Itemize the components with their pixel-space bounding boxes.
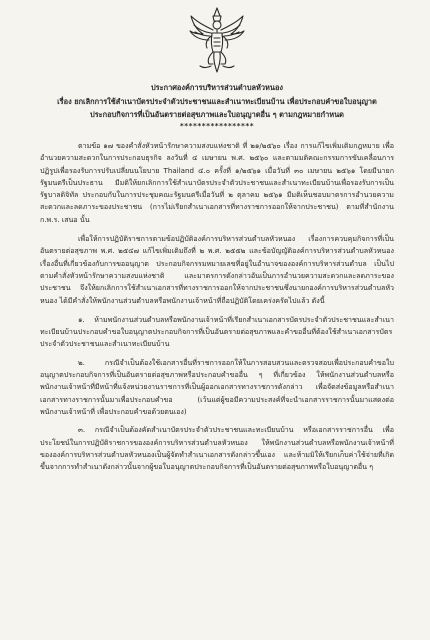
paragraph-rule-2: ๒. กรณีจำเป็นต้องใช้เอกสารอื่นที่ราชการออกให้ในการสอบสวนและตรวจสอบเพื่อประกอบคำขอใบอนุญาตประกอบกิจการที่เป็นอันตรายต่อสุขภาพหรือประกอบคำขออื่น ๆ ที่เกี่ยวข้อง ให้พนักงานส่วนตำบลหรือพนักงานเจ้าหน้าที่มีหน้าที่แจ้งหน่วยงานราชการที่เป็นผู้ออกเอกสารทางราชการดังกล่าว เพื่อจัดส่งข้อมูลหรือสำเนาเอกสารทางราชการนั้นมาเพื่อประกอบคำขอ (เว้นแต่ผู้ขอมีความประสงค์ที่จะนำเอกสารราชการนั้นมาแสดงต่อพนักงานเจ้าหน้าที่ เพื่อประกอบคำขอด้วยตนเอง) [40,357,394,416]
paragraph-rule-1: ๑. ห้ามพนักงานส่วนตำบลหรือพนักงานเจ้าหน้าที่เรียกสำเนาเอกสารบัตรประจำตัวประชาชนและสำเนาทะเบียนบ้านประกอบคำขอใบอนุญาตประกอบกิจการที่เป็นอันตรายต่อสุขภาพและคำขออื่นที่ต้องใช้สำเนาเอกสารบัตรประจำตัวประชาชนและสำเนาทะเบียนบ้าน [40,314,394,349]
paragraph-purpose: เพื่อให้การปฏิบัติราชการตามข้อปฏิบัติองค์การบริหารส่วนตำบลหัวหนอง เรื่องการควบคุมกิจการที่เป็นอันตรายต่อสุขภาพ พ.ศ. ๒๕๔๗ แก้ไขเพิ่มเติมถึงที่ ๒ พ.ศ. ๒๕๕๒ และข้อบัญญัติองค์การบริหารส่วนตำบลหัวหนองเรื่องอื่นที่เกี่ยวข้องกับการขออนุญาต ประกอบกิจกรรมหมายเลขที่อยู่ในอำนาจขององค์การบริหารส่วนตำบล เป็นไปตามคำสั่งหัวหน้ารักษาความสงบแห่งชาติ และมาตรการดังกล่าวอันเป็นการอำนวยความสะดวกและลดภาระของประชาชน จึงให้ยกเลิกการใช้สำเนาเอกสารที่ทางราชการออกให้จากประชาชนซึ่งนายกองค์การบริหารส่วนตำบลหัวหนอง ได้มีคำสั่งให้พนักงานส่วนตำบลหรือพนักงานเจ้าหน้าที่ถือปฏิบัติโดยเคร่งครัดไปแล้ว ดังนี้ [40,234,394,305]
header-separator: ***************** [179,121,255,130]
paragraph-preamble: ตามข้อ ๑๗ ของคำสั่งหัวหน้ารักษาความสงบแห่งชาติ ที่ ๒๑/๒๕๖๐ เรื่อง การแก้ไขเพิ่มเติมกฎหมาย เพื่ออำนวยความสะดวกในการประกอบธุรกิจ ลงวันที่ ๔ เมษายน พ.ศ. ๒๕๖๐ และตามมติคณะกรรมการขับเคลื่อนการปฏิรูปเพื่อรองรับการปรับเปลี่ยนนโยบาย Thailand ๔.๐ ครั้งที่ ๑/๒๕๖๑ เมื่อวันที่ ๓๐ เมษายน ๒๕๖๑ โดยมีนายกรัฐมนตรีเป็นประธาน มีมติให้ยกเลิกการใช้สำเนาบัตรประจำตัวประชาชนและสำเนาทะเบียนบ้านเพื่อรองรับการเป็นรัฐบาลดิจิทัล ประกอบกับในการประชุมคณะรัฐมนตรีเมื่อวันที่ ๒ ตุลาคม ๒๕๖๑ มีมติเห็นชอบมาตรการอำนวยความสะดวกและลดภาระของประชาชน (การไม่เรียกสำเนาเอกสารที่ทางราชการออกให้จากประชาชน) ตามที่สำนักงาน ก.พ.ร. เสนอ นั้น [40,141,394,224]
announcement-subject-line-1: เรื่อง ยกเลิกการใช้สำเนาบัตรประจำตัวประชาชนและสำเนาทะเบียนบ้าน เพื่อประกอบคำขอใบอนุญาต [57,97,377,106]
garuda-emblem-icon [187,6,247,74]
announcement-subject-line-2: ประกอบกิจการที่เป็นอันตรายต่อสุขภาพและใบอนุญาตอื่น ๆ ตามกฎหมายกำหนด [90,110,344,119]
paragraph-rule-3: ๓. กรณีจำเป็นต้องคัดสำเนาบัตรประจำตัวประชาชนและทะเบียนบ้าน หรือเอกสารราชการอื่น เพื่อประโยชน์ในการปฏิบัติราชการขององค์การบริหารส่วนตำบลหัวหนอง ให้พนักงานส่วนตำบลหรือพนักงานเจ้าหน้าที่ขององค์การบริหารส่วนตำบลหัวหนองเป็นผู้จัดทำสำเนาเอกสารดังกล่าวขึ้นเอง และห้ามมิให้เรียกเก็บค่าใช้จ่ายที่เกิดขึ้นจากการทำสำเนาดังกล่าวนั้นจากผู้ขอใบอนุญาตประกอบกิจการที่เป็นอันตรายต่อสุขภาพหรือใบอนุญาตอื่น ๆ [40,425,394,472]
announcement-title: ประกาศองค์การบริหารส่วนตำบลหัวหนอง [150,83,284,92]
announcement-header [40,82,394,132]
announcement-body [40,140,394,473]
